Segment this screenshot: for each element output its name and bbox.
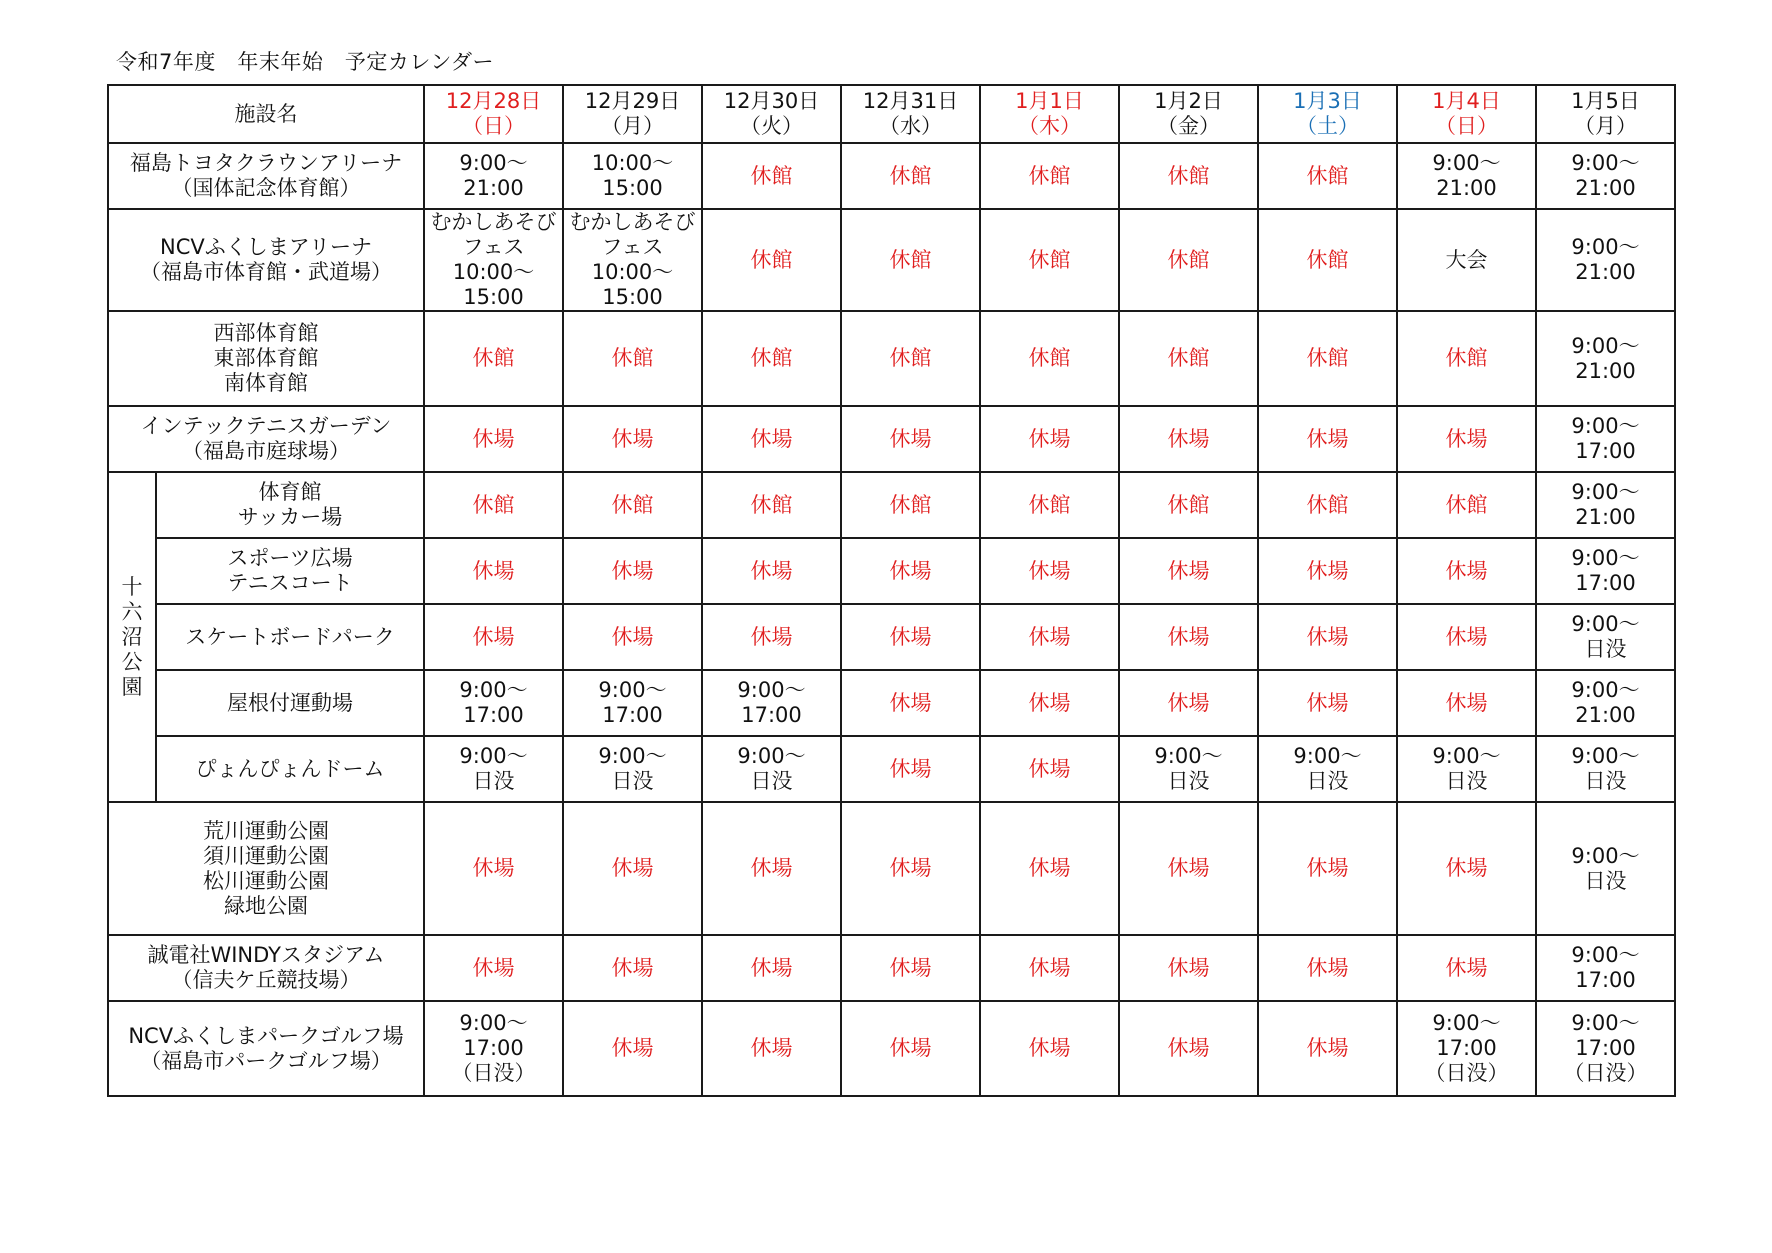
park-group-label: [108, 472, 156, 802]
schedule-cell: 休館: [1258, 143, 1397, 209]
schedule-cell: 休館: [563, 472, 702, 538]
schedule-cell: 休場: [1258, 1001, 1397, 1096]
facility-row: [108, 406, 1675, 472]
schedule-cell: 9:00～ 17:00: [424, 670, 563, 736]
schedule-cell: 9:00～ 21:00: [1536, 472, 1675, 538]
schedule-cell: 9:00～ 日没: [1536, 802, 1675, 935]
schedule-cell: 10:00～ 15:00: [563, 143, 702, 209]
schedule-cell: 休場: [1258, 935, 1397, 1001]
schedule-cell: 休館: [424, 311, 563, 406]
schedule-cell: 休場: [841, 802, 980, 935]
weekday-label: （日）: [462, 114, 525, 138]
schedule-cell: 休館: [702, 209, 841, 311]
weekday-label: （月）: [601, 114, 664, 138]
schedule-cell: 9:00～ 17:00: [1536, 935, 1675, 1001]
schedule-cell: 休場: [1119, 670, 1258, 736]
date-header: [1258, 85, 1397, 143]
schedule-cell: 休館: [1119, 311, 1258, 406]
weekday-label: （木）: [1018, 114, 1081, 138]
schedule-cell: 休場: [1119, 538, 1258, 604]
schedule-cell: 休館: [1119, 209, 1258, 311]
schedule-cell: 9:00～ 21:00: [1536, 209, 1675, 311]
park-group-char: 沼: [121, 624, 143, 649]
schedule-cell: 9:00～ 17:00: [1536, 406, 1675, 472]
facility-name: ぴょんぴょんドーム: [156, 736, 424, 802]
schedule-cell: 休場: [841, 604, 980, 670]
date-header: [702, 85, 841, 143]
facility-name: NCVふくしまアリーナ （福島市体育館・武道場）: [108, 209, 424, 311]
facility-name: スケートボードパーク: [156, 604, 424, 670]
facility-name: 誠電社WINDYスタジアム （信夫ケ丘競技場）: [108, 935, 424, 1001]
schedule-cell: 休場: [980, 736, 1119, 802]
schedule-cell: 休場: [1258, 406, 1397, 472]
schedule-cell: 休場: [1397, 935, 1536, 1001]
schedule-table: [107, 84, 1676, 1097]
date-header: [980, 85, 1119, 143]
schedule-cell: 休場: [1397, 670, 1536, 736]
facility-row: [108, 311, 1675, 406]
schedule-body: [108, 85, 1675, 1096]
schedule-cell: 休館: [1119, 143, 1258, 209]
schedule-cell: 休場: [702, 406, 841, 472]
schedule-cell: 9:00～ 17:00: [1536, 538, 1675, 604]
schedule-cell: 休場: [1258, 604, 1397, 670]
schedule-cell: 休場: [1258, 670, 1397, 736]
schedule-cell: 9:00～ 日没: [1258, 736, 1397, 802]
schedule-cell: 9:00～ 日没: [424, 736, 563, 802]
schedule-cell: 9:00～ 日没: [1536, 736, 1675, 802]
schedule-cell: 休館: [702, 472, 841, 538]
schedule-cell: 休場: [563, 1001, 702, 1096]
schedule-cell: 休場: [424, 802, 563, 935]
schedule-cell: 休場: [841, 670, 980, 736]
facility-row: [108, 209, 1675, 311]
schedule-cell: 休場: [980, 670, 1119, 736]
schedule-cell: 9:00～ 21:00: [1536, 670, 1675, 736]
facility-row: [108, 935, 1675, 1001]
schedule-cell: 休場: [1397, 538, 1536, 604]
facility-name: インテックテニスガーデン （福島市庭球場）: [108, 406, 424, 472]
date-header: [563, 85, 702, 143]
schedule-cell: 休場: [1119, 406, 1258, 472]
date-label: 12月29日: [584, 89, 681, 113]
header-row: [108, 85, 1675, 143]
schedule-cell: 休館: [841, 472, 980, 538]
weekday-label: （水）: [879, 114, 942, 138]
schedule-cell: 休場: [424, 604, 563, 670]
date-label: 1月4日: [1432, 89, 1501, 113]
schedule-cell: 休場: [563, 935, 702, 1001]
schedule-cell: 9:00～ 21:00: [1536, 143, 1675, 209]
schedule-cell: 休場: [841, 406, 980, 472]
schedule-cell: 休場: [841, 1001, 980, 1096]
schedule-cell: 休館: [1258, 209, 1397, 311]
facility-name: NCVふくしまパークゴルフ場 （福島市パークゴルフ場）: [108, 1001, 424, 1096]
schedule-cell: むかしあそび フェス 10:00～15:00: [424, 209, 563, 311]
schedule-cell: 休場: [980, 406, 1119, 472]
park-group-char: 園: [121, 674, 143, 699]
schedule-cell: 休場: [841, 736, 980, 802]
schedule-cell: 9:00～ 17:00: [702, 670, 841, 736]
schedule-cell: 休館: [841, 311, 980, 406]
facility-row: [108, 472, 1675, 538]
schedule-cell: 休場: [563, 406, 702, 472]
schedule-cell: 休場: [980, 604, 1119, 670]
schedule-cell: 休場: [424, 538, 563, 604]
schedule-cell: 9:00～ 17:00 （日没）: [1397, 1001, 1536, 1096]
schedule-cell: 9:00～ 21:00: [424, 143, 563, 209]
park-group-char: 十: [121, 574, 143, 599]
page-title: 令和7年度 年末年始 予定カレンダー: [116, 50, 494, 74]
schedule-cell: 休館: [1397, 472, 1536, 538]
facility-row: [108, 1001, 1675, 1096]
schedule-cell: 休場: [702, 604, 841, 670]
date-label: 12月30日: [723, 89, 820, 113]
schedule-cell: 休場: [702, 1001, 841, 1096]
schedule-cell: 休場: [563, 538, 702, 604]
facility-name: 福島トヨタクラウンアリーナ （国体記念体育館）: [108, 143, 424, 209]
schedule-cell: 9:00～ 日没: [702, 736, 841, 802]
schedule-cell: 休館: [1397, 311, 1536, 406]
schedule-cell: 休館: [980, 472, 1119, 538]
schedule-cell: 休場: [980, 802, 1119, 935]
schedule-cell: 休場: [841, 538, 980, 604]
schedule-cell: 休館: [563, 311, 702, 406]
schedule-cell: 休場: [841, 935, 980, 1001]
schedule-cell: 休場: [1119, 935, 1258, 1001]
schedule-cell: 9:00～ 日没: [1119, 736, 1258, 802]
schedule-cell: 休館: [1258, 311, 1397, 406]
facility-name: 屋根付運動場: [156, 670, 424, 736]
schedule-cell: 休場: [1397, 604, 1536, 670]
date-label: 1月3日: [1293, 89, 1362, 113]
schedule-cell: 9:00～ 21:00: [1536, 311, 1675, 406]
schedule-cell: 9:00～ 17:00 （日没）: [1536, 1001, 1675, 1096]
date-label: 1月1日: [1015, 89, 1084, 113]
facility-row: [108, 736, 1675, 802]
facility-name: スポーツ広場 テニスコート: [156, 538, 424, 604]
weekday-label: （日）: [1435, 114, 1498, 138]
date-header: [424, 85, 563, 143]
schedule-cell: 9:00～ 17:00: [563, 670, 702, 736]
facility-name: 体育館 サッカー場: [156, 472, 424, 538]
facility-header: 施設名: [108, 85, 424, 143]
schedule-cell: 休場: [424, 935, 563, 1001]
schedule-cell: 休館: [841, 209, 980, 311]
schedule-cell: 休館: [980, 143, 1119, 209]
weekday-label: （金）: [1157, 114, 1220, 138]
schedule-cell: むかしあそび フェス 10:00～15:00: [563, 209, 702, 311]
schedule-cell: 休場: [1119, 802, 1258, 935]
date-label: 1月5日: [1571, 89, 1640, 113]
facility-row: [108, 538, 1675, 604]
schedule-cell: 休場: [980, 1001, 1119, 1096]
facility-row: [108, 802, 1675, 935]
weekday-label: （土）: [1296, 114, 1359, 138]
weekday-label: （月）: [1574, 114, 1637, 138]
schedule-cell: 休館: [980, 311, 1119, 406]
facility-row: [108, 604, 1675, 670]
schedule-cell: 休場: [563, 802, 702, 935]
schedule-cell: 休場: [424, 406, 563, 472]
schedule-cell: 休場: [1397, 802, 1536, 935]
schedule-cell: 休館: [1119, 472, 1258, 538]
date-label: 12月28日: [445, 89, 542, 113]
weekday-label: （火）: [740, 114, 803, 138]
schedule-cell: 休場: [563, 604, 702, 670]
schedule-cell: 休場: [702, 935, 841, 1001]
schedule-cell: 9:00～ 日没: [1397, 736, 1536, 802]
date-header: [1536, 85, 1675, 143]
schedule-cell: 休館: [1258, 472, 1397, 538]
date-label: 12月31日: [862, 89, 959, 113]
schedule-cell: 大会: [1397, 209, 1536, 311]
facility-row: [108, 670, 1675, 736]
schedule-cell: 9:00～ 21:00: [1397, 143, 1536, 209]
schedule-cell: 休館: [841, 143, 980, 209]
schedule-cell: 休館: [702, 143, 841, 209]
facility-name: 西部体育館 東部体育館 南体育館: [108, 311, 424, 406]
schedule-cell: 休館: [702, 311, 841, 406]
schedule-cell: 休場: [1119, 604, 1258, 670]
park-group-char: 公: [121, 649, 143, 674]
facility-row: [108, 143, 1675, 209]
schedule-cell: 休場: [1119, 1001, 1258, 1096]
date-label: 1月2日: [1154, 89, 1223, 113]
schedule-cell: 休場: [980, 935, 1119, 1001]
schedule-cell: 9:00～ 日没: [1536, 604, 1675, 670]
date-header: [1119, 85, 1258, 143]
schedule-cell: 休場: [1397, 406, 1536, 472]
date-header: [841, 85, 980, 143]
schedule-cell: 休場: [1258, 802, 1397, 935]
schedule-cell: 休館: [980, 209, 1119, 311]
schedule-cell: 休場: [980, 538, 1119, 604]
schedule-cell: 休場: [1258, 538, 1397, 604]
schedule-cell: 休館: [424, 472, 563, 538]
schedule-cell: 9:00～ 日没: [563, 736, 702, 802]
facility-name: 荒川運動公園 須川運動公園 松川運動公園 緑地公園: [108, 802, 424, 935]
park-group-char: 六: [121, 599, 143, 624]
schedule-cell: 休場: [702, 802, 841, 935]
schedule-cell: 休場: [702, 538, 841, 604]
date-header: [1397, 85, 1536, 143]
schedule-cell: 9:00～ 17:00 （日没）: [424, 1001, 563, 1096]
